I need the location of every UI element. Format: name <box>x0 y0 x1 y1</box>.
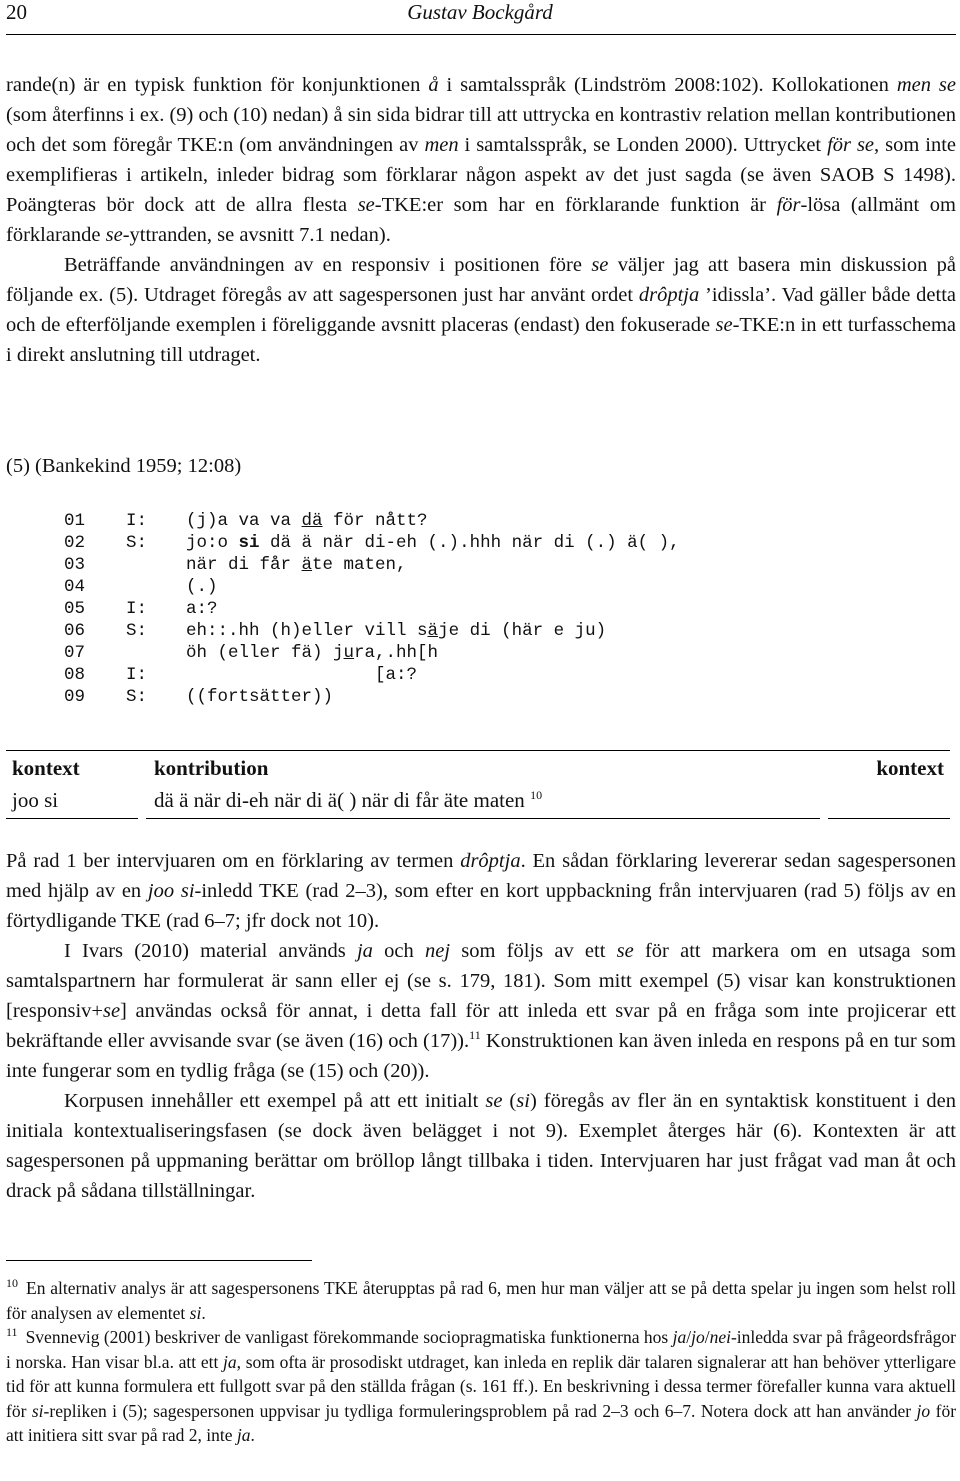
stress-underline: u <box>343 643 355 663</box>
paragraph-3: På rad 1 ber intervjuaren om en förklaring av termen drôptja. En sådan förklaring levererar sedan sagespersonen med hjälp av en joo si-inledd TKE (rad 2–3), som efter en kort uppbackning från intervjuaren (rad 5) följs av en förtydligande TKE (rad 6–7; jfr dock not 10). <box>6 850 957 932</box>
italic-run: men <box>424 134 459 156</box>
footnote-text: En alternativ analys är att sagespersonens TKE återupptas på rad 6, men hur man väljer att se på detta spelar ju ingen som helst roll för analysen av elementet si. <box>6 1278 956 1323</box>
paragraph-5: Korpusen innehåller ett exempel på att ett initialt se (si) föregås av fler än en syntaktisk konstituent i den initiala kontextualiseringsfasen (se dock även belägget i not 9). Exemplet återges här (6). Kontexten är att sagespersonen på uppmaning berättar om bröllop långt tillbaka i tiden. Intervjuaren har just frågat vad man åt och drack på sådana tillställningar. <box>6 1090 957 1202</box>
paragraph-1: rande(n) är en typisk funktion för konjunktionen å i samtalsspråk (Lindström 2008:102). Kollokationen men se (som återfinns i ex. (9) och (10) nedan) å sin sida bidrar till att uttrycka en kontrastiv relation mellan kontributionen och det som föregår TKE:n (om användningen av men i samtalsspråk, se Londen 2000). Uttrycket för se, som inte exemplifieras i artikeln, inleder bidrag som förklarar någon aspekt av det just sagda (se även SAOB S 1498). Poängteras bör dock att de allra flesta se-TKE:er som har en förklarande funktion är för-lösa (allmänt om förklarande se-yttranden, se avsnitt 7.1 nedan). <box>6 74 956 246</box>
transcript-line <box>64 664 680 686</box>
transcript <box>64 510 680 708</box>
line-number: 01 <box>64 511 86 531</box>
italic-run: å <box>428 74 439 96</box>
utterance: (.) <box>186 577 218 597</box>
italic-run: se <box>616 940 634 962</box>
transcript-line <box>64 686 680 708</box>
italic-run: se <box>357 194 375 216</box>
italic-run: se <box>591 254 609 276</box>
speaker: S: <box>126 687 148 707</box>
page-header <box>0 0 960 36</box>
line-number: 05 <box>64 599 86 619</box>
italic-run: si <box>31 1400 44 1421</box>
utterance: (j)a va va dä för nått? <box>186 511 428 531</box>
italic-run: men se <box>896 74 956 96</box>
stress-underline: ä <box>301 555 313 575</box>
paragraph-4: I Ivars (2010) material används ja och nej som följs av ett se för att markera om en utsaga som samtalspartnern har formulerat är sann eller ej (se s. 179, 181). Som mitt exempel (5) visar kan konstruktionen [responsiv+se] användas också för annat, i detta fall för att inleda ett svar på en fråga som inte projicerar ett bekräftande eller avvisande svar (se även (16) och (17)).$^{11}$ Konstruktionen kan även inleda en respons på en tur som inte fungerar som en tydlig fråga (se (15) och (20)). <box>6 940 956 1082</box>
contribution-text: dä ä när di-eh när di ä( ) när di får äte maten <box>154 788 525 812</box>
italic-run: se <box>102 1000 121 1022</box>
header-context-left: kontext <box>12 756 80 780</box>
italic-run: se <box>485 1090 503 1112</box>
line-number: 08 <box>64 665 86 685</box>
speaker: I: <box>126 511 148 531</box>
table-header-row <box>6 751 950 783</box>
italic-run: nej <box>424 940 451 962</box>
body-text-bottom <box>6 846 956 1206</box>
transcript-line <box>64 576 680 598</box>
turn-schema-table <box>6 750 950 815</box>
cell-context-left: joo si <box>12 788 59 812</box>
utterance: [a:? <box>186 665 418 685</box>
line-number: 06 <box>64 621 86 641</box>
footnote-11 <box>6 1325 956 1448</box>
transcript-line <box>64 510 680 532</box>
utterance: eh::.hh (h)eller vill säje di (här e ju) <box>186 621 607 641</box>
italic-run: ja <box>223 1351 237 1372</box>
utterance: a:? <box>186 599 218 619</box>
stress-underline: ä <box>427 621 439 641</box>
footnote-mark: 11 <box>6 1325 18 1340</box>
transcript-line <box>64 554 680 576</box>
body-text-top <box>6 70 956 370</box>
italic-run: drôptja <box>460 850 521 872</box>
speaker: S: <box>126 533 148 553</box>
italic-run: se <box>715 314 733 336</box>
footnotes <box>6 1276 956 1448</box>
utterance: ((fortsätter)) <box>186 687 334 707</box>
line-number: 04 <box>64 577 86 597</box>
italic-run: för <box>776 194 801 216</box>
utterance: jo:o si dä ä när di-eh (.).hhh när di (.) ä( ), <box>186 533 680 553</box>
transcript-line <box>64 532 680 554</box>
italic-run: för se <box>827 134 875 156</box>
transcript-line <box>64 598 680 620</box>
stress-underline: dä <box>301 511 323 531</box>
utterance: när di får äte maten, <box>186 555 407 575</box>
italic-run: joo si <box>147 880 195 902</box>
italic-run: nei <box>709 1327 731 1347</box>
italic-run: si <box>189 1302 202 1323</box>
paragraph-2: Beträffande användningen av en responsiv i positionen före se väljer jag att basera min diskussion på följande ex. (5). Utdraget föregås av att sagespersonen just har använt ordet drôptja ’idissla’. Vad gäller både detta och de efterföljande exemplen i föreliggande avsnitt placeras (endast) den fokuserade se-TKE:n in ett turfasschema i direkt anslutning till utdraget. <box>6 254 957 366</box>
header-context-right: kontext <box>876 756 944 780</box>
speaker: I: <box>126 665 148 685</box>
italic-run: jo <box>916 1400 931 1421</box>
footnote-text: Svennevig (2001) beskriver de vanligast förekommande sociopragmatiska funktionerna hos ja/jo/nei-inledda svar på frågeordsfrågor i norska. Han visar bl.a. att ett ja, som ofta är prosodiskt utdraget, kan inleda en replik där talaren signalerar att han behöver ytterligare tid för att kunna formulera ett fullgott svar på den ställda frågan (s. 161 ff.). En beskrivning i dessa termer förefaller kunna vara aktuell för si-repliken i (5); sagespersonen uppvisar ju tydliga formuleringsproblem på rad 2–3 och 6–7. Notera dock att han använder jo för att initiera sitt svar på rad 2, inte ja. <box>6 1327 957 1445</box>
footnote-mark: 10 <box>6 1276 18 1291</box>
page-number: 20 <box>6 0 27 24</box>
italic-run: ja <box>356 940 373 962</box>
bold-run: si <box>238 533 260 553</box>
footnote-10 <box>6 1276 956 1325</box>
cell-underline <box>146 818 820 819</box>
header-rule <box>6 34 956 35</box>
header-contribution: kontribution <box>154 756 269 780</box>
table-row <box>6 783 950 815</box>
italic-run: drôptja <box>638 284 700 306</box>
running-title: Gustav Bockgård <box>407 0 553 24</box>
transcript-line <box>64 642 680 664</box>
footnote-ref-10: 10 <box>530 788 543 802</box>
cell-underline <box>828 818 950 819</box>
italic-run: ja <box>236 1425 251 1445</box>
speaker: I: <box>126 599 148 619</box>
line-number: 09 <box>64 687 86 707</box>
footnote-rule <box>6 1260 312 1261</box>
cell-contribution <box>154 788 542 813</box>
footnote-ref: 11 <box>469 1028 481 1043</box>
cell-underline <box>6 818 138 819</box>
line-number: 07 <box>64 643 86 663</box>
transcript-line <box>64 620 680 642</box>
line-number: 03 <box>64 555 86 575</box>
italic-run: jo <box>691 1327 705 1347</box>
italic-run: si <box>516 1090 530 1112</box>
line-number: 02 <box>64 533 86 553</box>
italic-run: ja <box>672 1327 687 1347</box>
italic-run: se <box>105 224 123 246</box>
example-label: (5) (Bankekind 1959; 12:08) <box>6 455 242 477</box>
speaker: S: <box>126 621 148 641</box>
utterance: öh (eller fä) jura,.hh[h <box>186 643 439 663</box>
